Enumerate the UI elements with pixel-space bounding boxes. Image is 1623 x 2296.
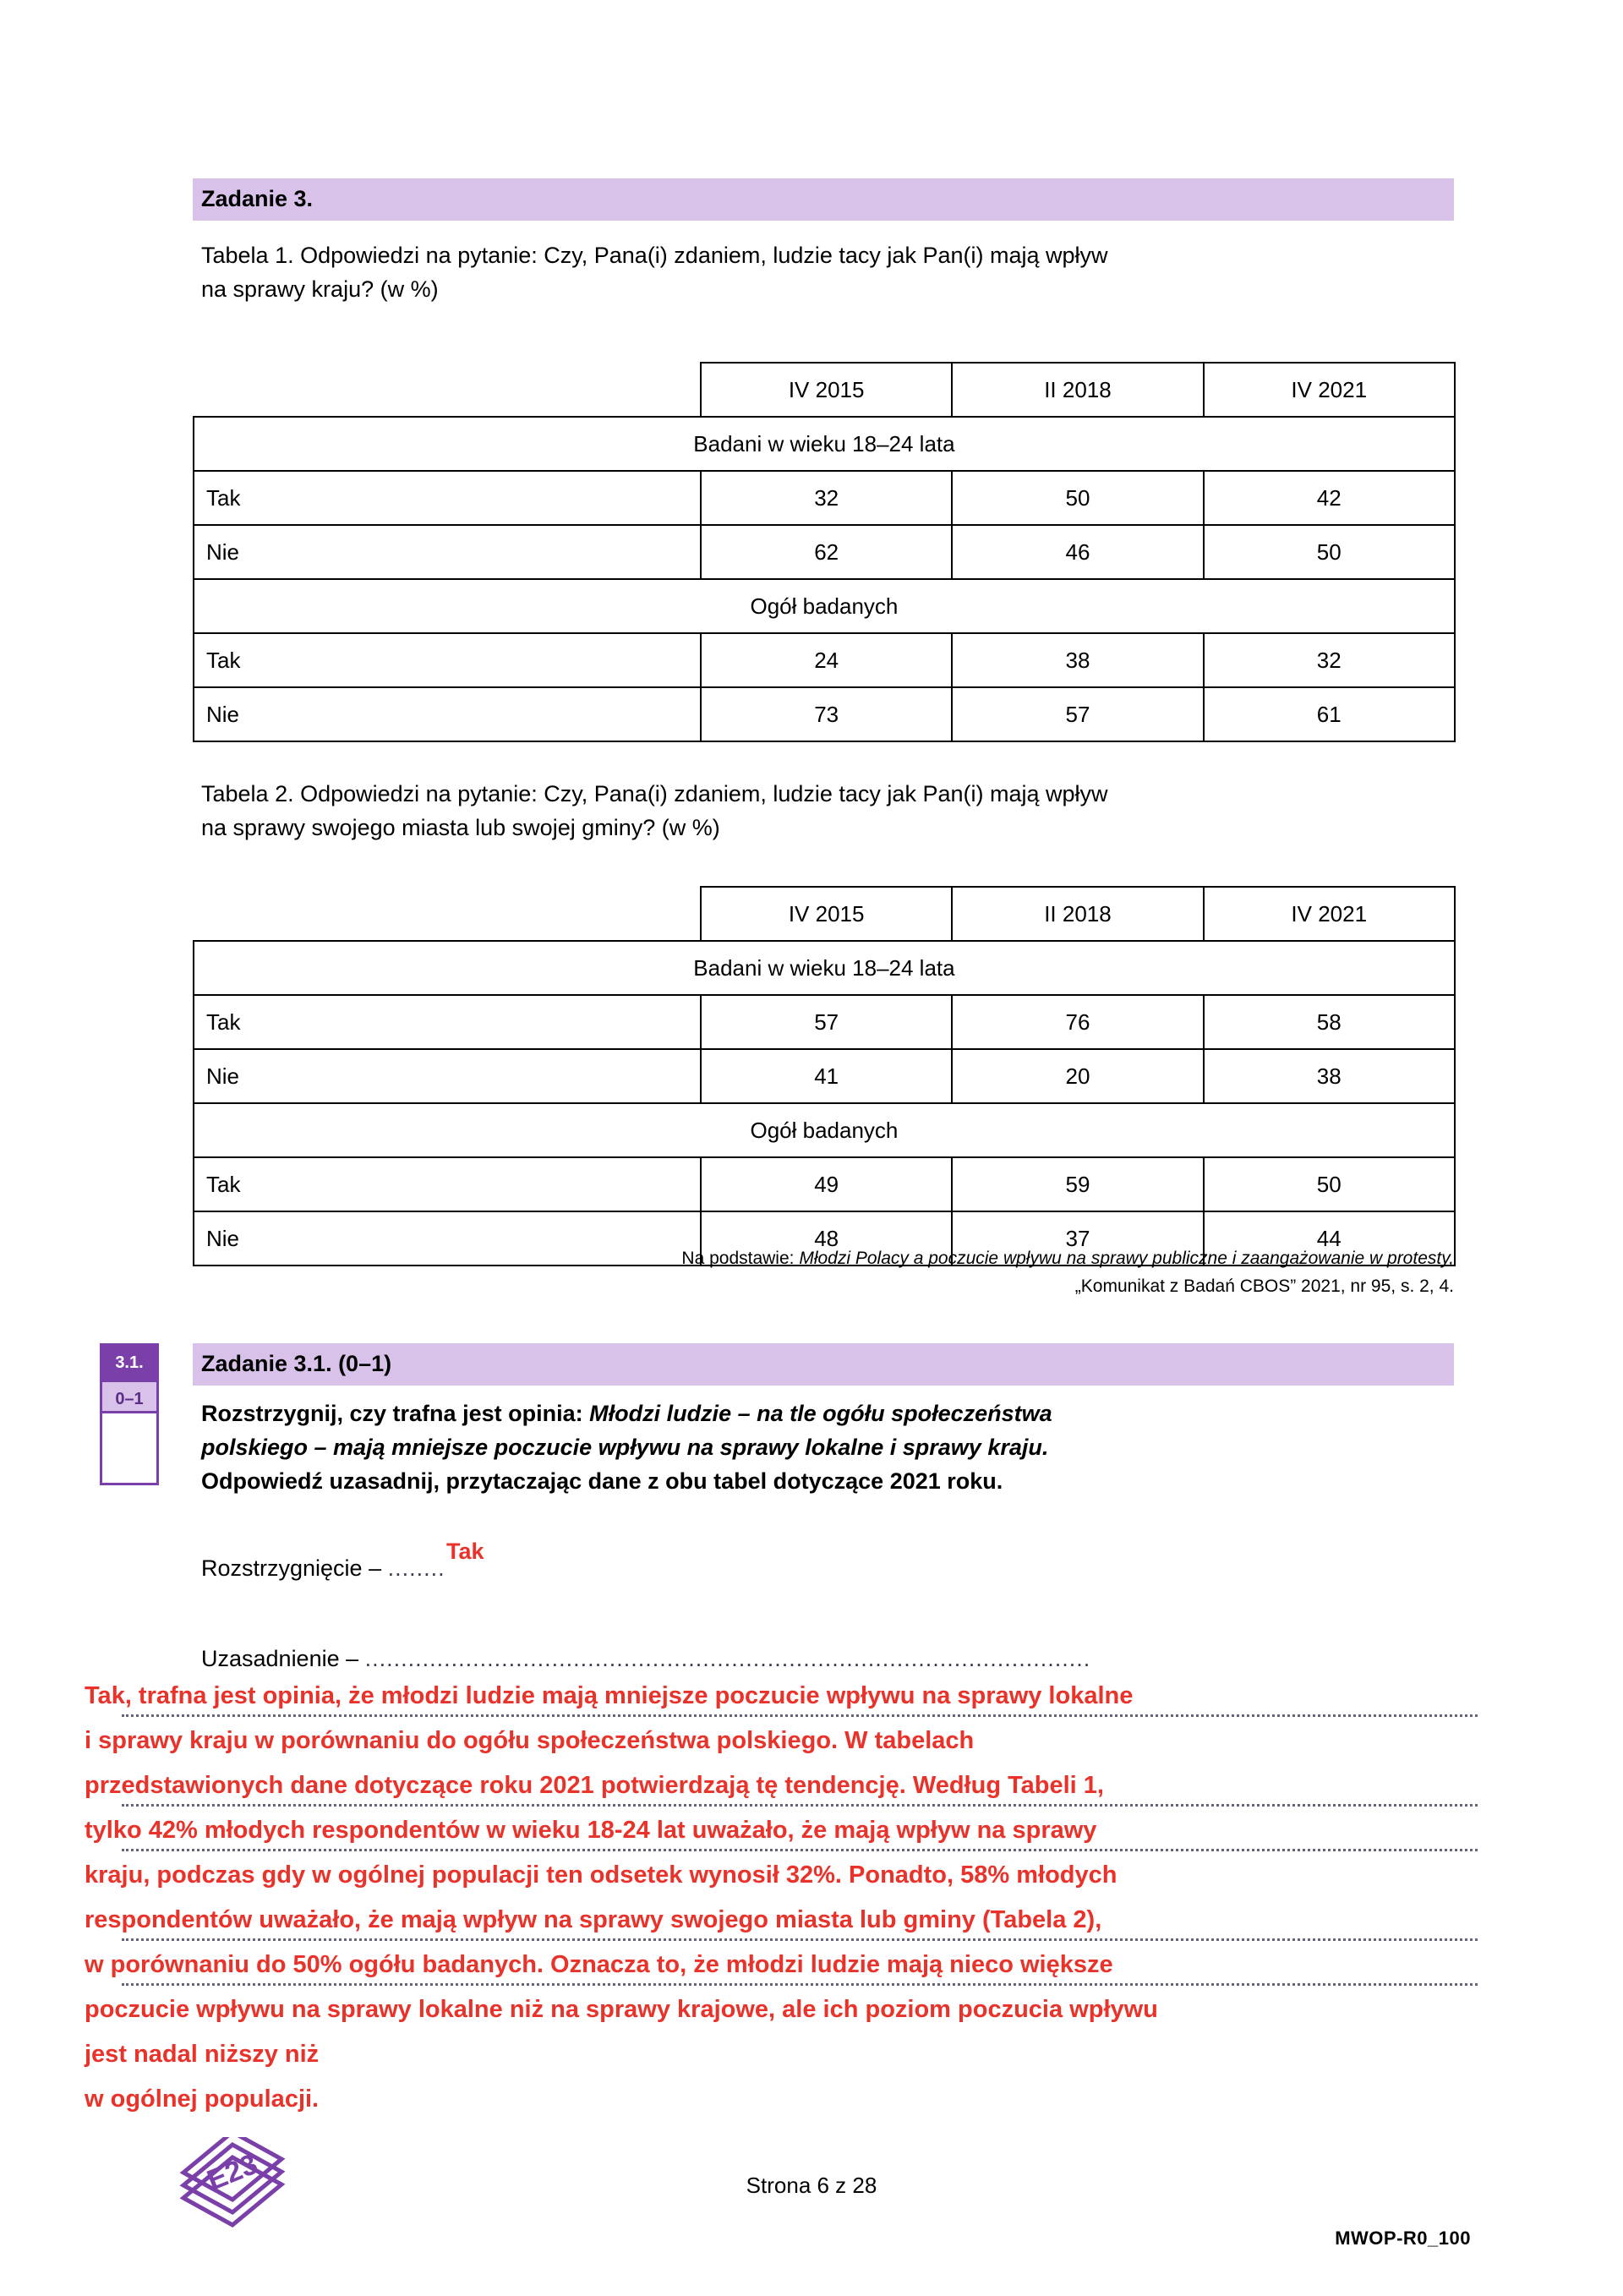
- table-2-col-year-2: II 2018: [952, 887, 1203, 941]
- table-1-group-2-label: Ogół badanych: [194, 579, 1455, 633]
- table-2-g1-r1-v1: 57: [701, 995, 952, 1049]
- score-box-points-input[interactable]: [102, 1413, 156, 1483]
- table-row: [194, 995, 1455, 1049]
- table-1-g2-r2-v1: 73: [701, 687, 952, 741]
- table-1-g2-r2-v2: 57: [952, 687, 1203, 741]
- student-answer-line: [85, 1808, 1488, 1853]
- task-3-1-header: [193, 1343, 1454, 1386]
- student-answer-line-5: kraju, podczas gdy w ogólnej populacji ten odsetek wynosił 32%. Ponadto, 58% młodych: [85, 1861, 1118, 1889]
- table-1-group-1-label: Badani w wieku 18–24 lata: [194, 417, 1455, 471]
- table-row: [194, 1157, 1455, 1211]
- justification-label: Uzasadnienie –: [201, 1646, 365, 1671]
- answer-rule: [122, 1849, 1478, 1851]
- logo-text: E23: [202, 2147, 263, 2197]
- task-3-1-instruction-line-2: [201, 1431, 1462, 1465]
- table-1-col-year-3: IV 2021: [1204, 363, 1455, 417]
- student-answer-line-10: w ogólnej populacji.: [85, 2086, 320, 2113]
- table-1-g2-r2-label: Nie: [194, 687, 701, 741]
- table-2-g1-r1-v3: 58: [1204, 995, 1455, 1049]
- task-3-1-instruction-line-3: Odpowiedź uzasadnij, przytaczając dane z obu tabel dotyczące 2021 roku.: [201, 1468, 1003, 1494]
- task-3-1-opinion-part-1: Młodzi ludzie – na tle ogółu społeczeństwa: [589, 1401, 1052, 1426]
- student-answer-line-6: respondentów uważało, że mają wpływ na sprawy swojego miasta lub gminy (Tabela 2),: [85, 1906, 1102, 1933]
- table-1-g1-r1-v3: 42: [1204, 471, 1455, 525]
- task-3-header-label: Zadanie 3.: [201, 186, 314, 211]
- student-answer-line: [85, 1987, 1488, 2032]
- table-row-header: [194, 363, 1455, 417]
- table-1-g1-r2-v1: 62: [701, 525, 952, 579]
- task-3-1-instruction: [193, 1397, 1462, 1499]
- task-3-1-instruction-line-1: [201, 1397, 1462, 1431]
- table-2-g2-r1-label: Tak: [194, 1157, 701, 1211]
- table-1-g1-r2-label: Nie: [194, 525, 701, 579]
- student-answer-line: [85, 1853, 1488, 1898]
- student-answer-line: [85, 2077, 1488, 2122]
- table-2: [193, 886, 1456, 1266]
- table-1-corner: [194, 363, 701, 417]
- table-1-g2-r2-v3: 61: [1204, 687, 1455, 741]
- table-2-g1-r2-label: Nie: [194, 1049, 701, 1103]
- table-1-g1-r2-v2: 46: [952, 525, 1203, 579]
- table-2-g2-r2-label: Nie: [194, 1211, 701, 1266]
- table-row: [194, 633, 1455, 687]
- student-answer-line: [85, 1943, 1488, 1987]
- page-number: Strona 6 z 28: [746, 2173, 877, 2198]
- table-1-g2-r1-v2: 38: [952, 633, 1203, 687]
- table-2-g1-r2-v1: 41: [701, 1049, 952, 1103]
- table-row: [194, 687, 1455, 741]
- exam-code: MWOP-R0_100: [1335, 2228, 1471, 2249]
- answer-rule: [122, 1983, 1478, 1986]
- student-answer-line: [85, 2032, 1488, 2077]
- table-row-header: [194, 887, 1455, 941]
- score-box-range: 0–1: [102, 1380, 156, 1413]
- table-2-caption-line-1: Tabela 2. Odpowiedzi na pytanie: Czy, Pana(i) zdaniem, ludzie tacy jak Pan(i) mają wpływ: [201, 781, 1108, 806]
- table-1-col-year-1: IV 2015: [701, 363, 952, 417]
- student-answer-line-1: Tak, trafna jest opinia, że młodzi ludzie mają mniejsze poczucie wpływu na sprawy lokalne: [85, 1682, 1134, 1709]
- student-answer-line-8: poczucie wpływu na sprawy lokalne niż na sprawy krajowe, ale ich poziom poczucia wpływu: [85, 1996, 1158, 2023]
- verdict-handwritten-answer: Tak: [446, 1539, 484, 1564]
- table-2-caption-line-2: na sprawy swojego miasta lub swojej gminy? (w %): [201, 814, 720, 840]
- verdict-line: [193, 1539, 1462, 1582]
- table-1-wrapper: [193, 362, 1454, 742]
- student-answer-line-4: tylko 42% młodych respondentów w wieku 18-24 lat uważało, że mają wpływ na sprawy: [85, 1817, 1097, 1844]
- table-2-g1-r1-label: Tak: [194, 995, 701, 1049]
- task-3-1-header-label: Zadanie 3.1. (0–1): [201, 1351, 392, 1376]
- table-row-group: [194, 579, 1455, 633]
- score-box-task-id: 3.1.: [102, 1346, 156, 1380]
- student-answer-line-9: jest nadal niższy niż: [85, 2041, 320, 2068]
- answer-rule: [122, 1804, 1478, 1807]
- table-2-g1-r2-v3: 38: [1204, 1049, 1455, 1103]
- answer-rule: [122, 1938, 1478, 1941]
- student-answer-line: [85, 1763, 1488, 1808]
- table-row-group: [194, 417, 1455, 471]
- student-answer-line-7: w porównaniu do 50% ogółu badanych. Oznacza to, że młodzi ludzie mają nieco większe: [85, 1951, 1113, 1978]
- table-2-g1-r1-v2: 76: [952, 995, 1203, 1049]
- table-1-g2-r1-v3: 32: [1204, 633, 1455, 687]
- source-title: Młodzi Polacy a poczucie wpływu na sprawy publiczne i zaangażowanie w protesty,: [799, 1249, 1454, 1268]
- table-2-g2-r2-v2: 37: [952, 1211, 1203, 1266]
- table-2-col-year-1: IV 2015: [701, 887, 952, 941]
- task-3-header: [193, 178, 1454, 221]
- verdict-label: Rozstrzygnięcie –: [201, 1555, 388, 1581]
- table-2-group-1-label: Badani w wieku 18–24 lata: [194, 941, 1455, 995]
- verdict-dotted-line[interactable]: ........: [387, 1555, 445, 1581]
- table-2-g2-r1-v2: 59: [952, 1157, 1203, 1211]
- table-1-g2-r1-v1: 24: [701, 633, 952, 687]
- table-2-wrapper: [193, 886, 1454, 1266]
- table-1-g2-r1-label: Tak: [194, 633, 701, 687]
- table-2-g1-r2-v2: 20: [952, 1049, 1203, 1103]
- table-1-g1-r1-label: Tak: [194, 471, 701, 525]
- justification-line: [193, 1646, 1462, 1672]
- table-2-g2-r2-v1: 48: [701, 1211, 952, 1266]
- table-row-group: [194, 941, 1455, 995]
- score-box: [100, 1343, 159, 1485]
- student-answer-line: [85, 1898, 1488, 1943]
- table-2-col-year-3: IV 2021: [1204, 887, 1455, 941]
- justification-dotted-line[interactable]: .....................................................................................................: [364, 1646, 1091, 1671]
- table-row: [194, 1049, 1455, 1103]
- student-answer-line-2: i sprawy kraju w porównaniu do ogółu społeczeństwa polskiego. W tabelach: [85, 1727, 975, 1754]
- table-1-caption-line-2: na sprawy kraju? (w %): [201, 276, 439, 302]
- table-row: [194, 471, 1455, 525]
- table-row: [194, 525, 1455, 579]
- student-answer-line-3: przedstawionych dane dotyczące roku 2021 potwierdzają tę tendencję. Według Tabeli 1,: [85, 1772, 1104, 1799]
- source-note: [193, 1245, 1457, 1300]
- table-2-group-2-label: Ogół badanych: [194, 1103, 1455, 1157]
- task-3-1-opinion-part-2: polskiego – mają mniejsze poczucie wpływu na sprawy lokalne i sprawy kraju.: [201, 1434, 1049, 1460]
- source-prefix: Na podstawie:: [681, 1249, 795, 1268]
- student-answer-line: [85, 1674, 1488, 1719]
- task-3-1-instruction-lead: Rozstrzygnij, czy trafna jest opinia:: [201, 1401, 590, 1426]
- source-line-2: „Komunikat z Badań CBOS” 2021, nr 95, s. 2, 4.: [1074, 1276, 1454, 1296]
- student-answer-line: [85, 1719, 1488, 1763]
- table-1-caption-line-1: Tabela 1. Odpowiedzi na pytanie: Czy, Pana(i) zdaniem, ludzie tacy jak Pan(i) mają wpływ: [201, 243, 1108, 268]
- table-2-corner: [194, 887, 701, 941]
- table-row-group: [194, 1103, 1455, 1157]
- table-1-g1-r1-v1: 32: [701, 471, 952, 525]
- answer-rule: [122, 1714, 1478, 1717]
- table-1-g1-r2-v3: 50: [1204, 525, 1455, 579]
- table-1-col-year-2: II 2018: [952, 363, 1203, 417]
- table-2-g2-r2-v3: 44: [1204, 1211, 1455, 1266]
- table-1-g1-r1-v2: 50: [952, 471, 1203, 525]
- table-2-caption: [193, 778, 1462, 845]
- student-answer-block: [85, 1674, 1488, 2122]
- table-2-g2-r1-v3: 50: [1204, 1157, 1455, 1211]
- table-1-caption: [193, 239, 1462, 307]
- table-1: [193, 362, 1456, 742]
- table-2-g2-r1-v1: 49: [701, 1157, 952, 1211]
